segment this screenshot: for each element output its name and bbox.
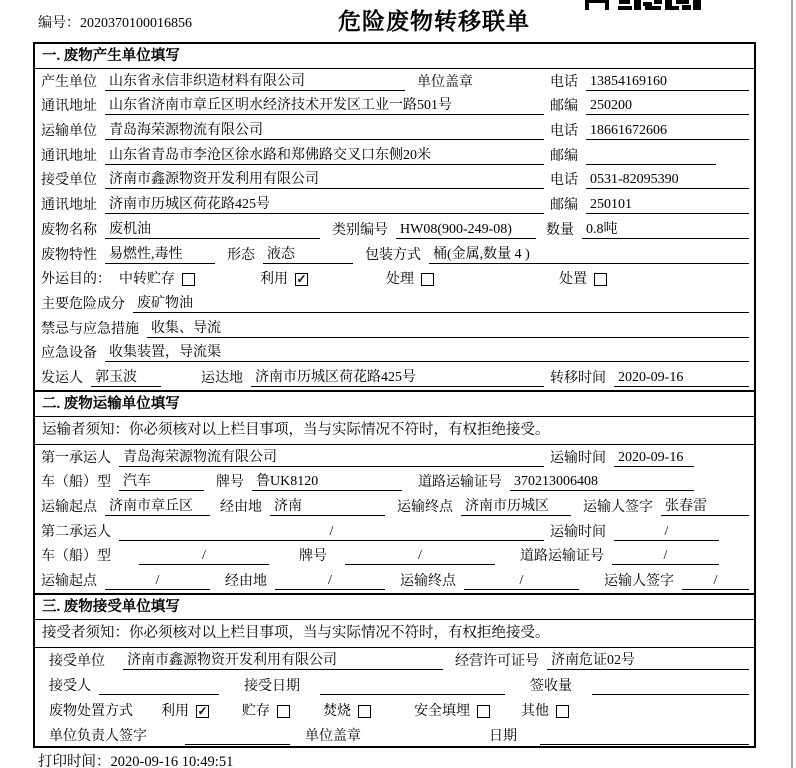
serial-number-line <box>38 12 192 32</box>
waste-code-label: 类别编号 <box>332 222 388 238</box>
carrier-signature: 张春雷 <box>661 498 749 516</box>
waste-qty: 0.8吨 <box>582 221 749 239</box>
receipt-qty-label: 签收量 <box>530 679 572 695</box>
zip-label: 邮编 <box>550 198 578 214</box>
route-start2: / <box>105 572 210 590</box>
transporter-label: 运输单位 <box>41 124 97 140</box>
carrier-sign-label: 运输人签字 <box>604 574 674 590</box>
carrier-sign-label: 运输人签字 <box>583 500 653 515</box>
road-license2: / <box>612 547 719 565</box>
waste-pack-label: 包装方式 <box>365 247 421 263</box>
row-vehicle1 <box>35 470 754 495</box>
sign-date-label: 日期 <box>489 729 517 745</box>
page-title: 危险废物转移联单 <box>338 9 530 34</box>
row-carrier2 <box>35 519 754 544</box>
row-waste-props <box>35 242 754 267</box>
transfer-time-label: 转移时间 <box>550 370 606 386</box>
row-carrier1 <box>35 445 754 470</box>
address-label: 通讯地址 <box>41 99 97 115</box>
section-producer-title: 一. 废物产生单位填写 <box>35 44 754 69</box>
waste-name: 废机油 <box>105 221 320 239</box>
vehicle-type-label: 车（船）型 <box>41 549 111 565</box>
seal-label: 单位盖章 <box>417 74 473 90</box>
row-acceptance <box>35 673 754 698</box>
row-hazard <box>35 291 754 316</box>
waste-form: 液态 <box>263 246 353 264</box>
checkbox-use: ✓ <box>296 272 307 287</box>
receiver-address: 济南市历城区荷花路425号 <box>105 196 544 214</box>
vehicle-type2: / <box>139 547 269 565</box>
waste-form-label: 形态 <box>227 247 255 263</box>
checkbox-dispose <box>594 273 607 286</box>
option-label: 焚烧 <box>323 704 351 720</box>
equipment-label: 应急设备 <box>41 346 97 362</box>
option-label: 处理 <box>386 272 414 288</box>
plate-label: 牌号 <box>299 549 327 565</box>
option-label: 中转贮存 <box>119 272 175 288</box>
waste-code: HW08(900-249-08) <box>396 221 536 239</box>
option-label: 其他 <box>521 704 549 720</box>
page-edge-line <box>791 0 793 768</box>
route-start: 济南市章丘区 <box>105 498 210 516</box>
zip-label: 邮编 <box>550 148 578 164</box>
serial-number: 2020370100016856 <box>80 16 192 31</box>
receipt-qty <box>592 677 749 695</box>
transfer-time: 2020-09-16 <box>614 369 749 387</box>
row-route2 <box>35 568 754 593</box>
checkbox-disposal-landfill <box>477 705 490 718</box>
transport-time-label: 运输时间 <box>550 450 606 466</box>
checkbox-disposal-burn <box>358 705 371 718</box>
accept-unit: 济南市鑫源物资开发利用有限公司 <box>123 652 443 670</box>
disposal-option-landfill <box>414 703 490 720</box>
vehicle-type: 汽车 <box>119 473 204 491</box>
business-license: 济南危证02号 <box>547 652 749 670</box>
row-equipment <box>35 341 754 366</box>
producer-label: 产生单位 <box>41 74 97 90</box>
producer-value: 山东省永信非织造材料有限公司 <box>105 73 405 91</box>
receiver-zip: 250101 <box>586 196 749 214</box>
row-transporter-address <box>35 143 754 168</box>
purpose-label: 外运目的： <box>41 272 111 288</box>
plate-number: 鲁UK8120 <box>252 473 402 491</box>
checkbox-transfer <box>182 273 195 286</box>
qr-code-fragment <box>585 0 701 10</box>
hazard-label: 主要危险成分 <box>41 296 125 312</box>
transporter-phone: 18661672606 <box>586 122 749 140</box>
row-accept-unit <box>35 648 754 673</box>
phone-label: 电话 <box>550 74 578 90</box>
row-dispatch <box>35 365 754 390</box>
carrier-signature2: / <box>682 572 749 590</box>
row-receiver-address <box>35 192 754 217</box>
transporter-notice: 运输者须知：你必须核对以上栏目事项，当与实际情况不符时，有权拒绝接受。 <box>35 417 754 445</box>
route-via: 济南 <box>270 498 385 516</box>
road-license-label: 道路运输证号 <box>520 549 604 565</box>
route-start-label: 运输起点 <box>41 500 97 515</box>
disposal-option-use <box>161 703 209 720</box>
destination-value: 济南市历城区荷花路425号 <box>251 369 544 387</box>
route-end-label: 运输终点 <box>397 500 453 515</box>
transporter-address: 山东省青岛市李沧区徐水路和郑佛路交叉口东侧20米 <box>105 147 544 165</box>
producer-address: 山东省济南市章丘区明水经济技术开发区工业一路501号 <box>105 97 544 115</box>
purpose-option-dispose <box>559 271 607 288</box>
dispatcher-label: 发运人 <box>41 370 83 386</box>
accept-date <box>320 677 505 695</box>
road-license-label: 道路运输证号 <box>418 475 502 491</box>
serial-label: 编号： <box>38 16 80 31</box>
checkbox-disposal-other <box>556 705 569 718</box>
route-end2: / <box>464 572 579 590</box>
waste-props: 易燃性,毒性 <box>105 246 215 264</box>
address-label: 通讯地址 <box>41 198 97 214</box>
accept-person-label: 接受人 <box>49 679 91 695</box>
waste-pack: 桶(金属,数量 4 ) <box>429 246 749 264</box>
accept-unit-label: 接受单位 <box>49 654 105 670</box>
document-header <box>0 0 796 42</box>
dispatcher-name: 郭玉波 <box>91 369 161 387</box>
row-taboo <box>35 316 754 341</box>
road-license: 370213006408 <box>510 473 694 491</box>
receiver-phone: 0531-82095390 <box>586 171 749 189</box>
purpose-option-transfer <box>119 271 195 288</box>
address-label: 通讯地址 <box>41 148 97 164</box>
disposal-label: 废物处置方式 <box>49 704 133 720</box>
section-receiver-title: 三. 废物接受单位填写 <box>35 595 754 620</box>
carrier1-label: 第一承运人 <box>41 450 111 466</box>
receiver-notice: 接受者须知：你必须核对以上栏目事项，当与实际情况不符时，有权拒绝接受。 <box>35 620 754 648</box>
disposal-option-store <box>242 703 290 720</box>
accept-date-label: 接受日期 <box>244 679 300 695</box>
carrier2-value: / <box>119 523 544 541</box>
print-time: 2020-09-16 10:49:51 <box>110 754 234 768</box>
phone-label: 电话 <box>550 173 578 189</box>
row-signature <box>35 723 754 748</box>
disposal-option-burn <box>323 703 371 720</box>
unit-seal-label: 单位盖章 <box>305 729 361 745</box>
producer-zip: 250200 <box>586 97 749 115</box>
print-time-label: 打印时间： <box>38 754 111 768</box>
phone-label: 电话 <box>550 124 578 140</box>
checkbox-disposal-store <box>277 705 290 718</box>
option-label: 利用 <box>260 272 288 288</box>
producer-phone: 13854169160 <box>586 73 749 91</box>
manifest-form <box>33 42 756 748</box>
vehicle-type-label: 车（船）型 <box>41 475 111 491</box>
sign-date <box>540 727 749 745</box>
row-producer <box>35 69 754 94</box>
section-receiver <box>35 593 754 748</box>
row-waste-name <box>35 217 754 242</box>
equipment-value: 收集装置，导流渠 <box>105 344 749 362</box>
row-transporter <box>35 118 754 143</box>
waste-qty-label: 数量 <box>546 222 574 238</box>
route-via-label: 经由地 <box>220 500 262 515</box>
section-transporter-title: 二. 废物运输单位填写 <box>35 392 754 417</box>
route-end-label: 运输终点 <box>400 574 456 590</box>
checkbox-disposal-use: ✓ <box>197 704 208 719</box>
zip-label: 邮编 <box>550 99 578 115</box>
responsible-signature <box>185 727 290 745</box>
responsible-sign-label: 单位负责人签字 <box>49 729 147 745</box>
route-end: 济南市历城区 <box>461 498 571 516</box>
disposal-option-other <box>521 703 569 720</box>
transport-time: 2020-09-16 <box>614 449 694 467</box>
carrier2-label: 第二承运人 <box>41 524 111 540</box>
route-start-label: 运输起点 <box>41 574 97 590</box>
row-purpose <box>35 267 754 292</box>
row-vehicle2 <box>35 544 754 569</box>
option-label: 利用 <box>161 704 189 720</box>
plate-number2: / <box>345 547 495 565</box>
carrier1-value: 青岛海荣源物流有限公司 <box>119 449 544 467</box>
plate-label: 牌号 <box>216 475 244 491</box>
row-producer-address <box>35 94 754 119</box>
waste-name-label: 废物名称 <box>41 222 97 238</box>
row-receiver <box>35 168 754 193</box>
receiver-label: 接受单位 <box>41 173 97 189</box>
hazard-value: 废矿物油 <box>133 295 749 313</box>
section-transporter <box>35 390 754 593</box>
row-disposal <box>35 698 754 723</box>
accept-person <box>99 677 219 695</box>
print-time-line <box>38 750 233 768</box>
transport-time2: / <box>614 523 719 541</box>
receiver-value: 济南市鑫源物资开发利用有限公司 <box>105 171 544 189</box>
transport-time-label: 运输时间 <box>550 524 606 540</box>
taboo-label: 禁忌与应急措施 <box>41 321 139 337</box>
option-label: 处置 <box>559 272 587 288</box>
section-producer <box>35 44 754 390</box>
waste-props-label: 废物特性 <box>41 247 97 263</box>
checkbox-treat <box>421 273 434 286</box>
business-license-label: 经营许可证号 <box>455 654 539 670</box>
purpose-option-treat <box>386 271 434 288</box>
transporter-value: 青岛海荣源物流有限公司 <box>105 122 544 140</box>
taboo-value: 收集、导流 <box>147 320 749 338</box>
route-via-label: 经由地 <box>225 574 267 590</box>
route-via2: / <box>275 572 385 590</box>
option-label: 安全填埋 <box>414 704 470 720</box>
row-route1 <box>35 494 754 519</box>
purpose-option-use <box>260 271 308 288</box>
destination-label: 运达地 <box>201 370 243 386</box>
option-label: 贮存 <box>242 704 270 720</box>
transporter-zip <box>586 147 716 165</box>
